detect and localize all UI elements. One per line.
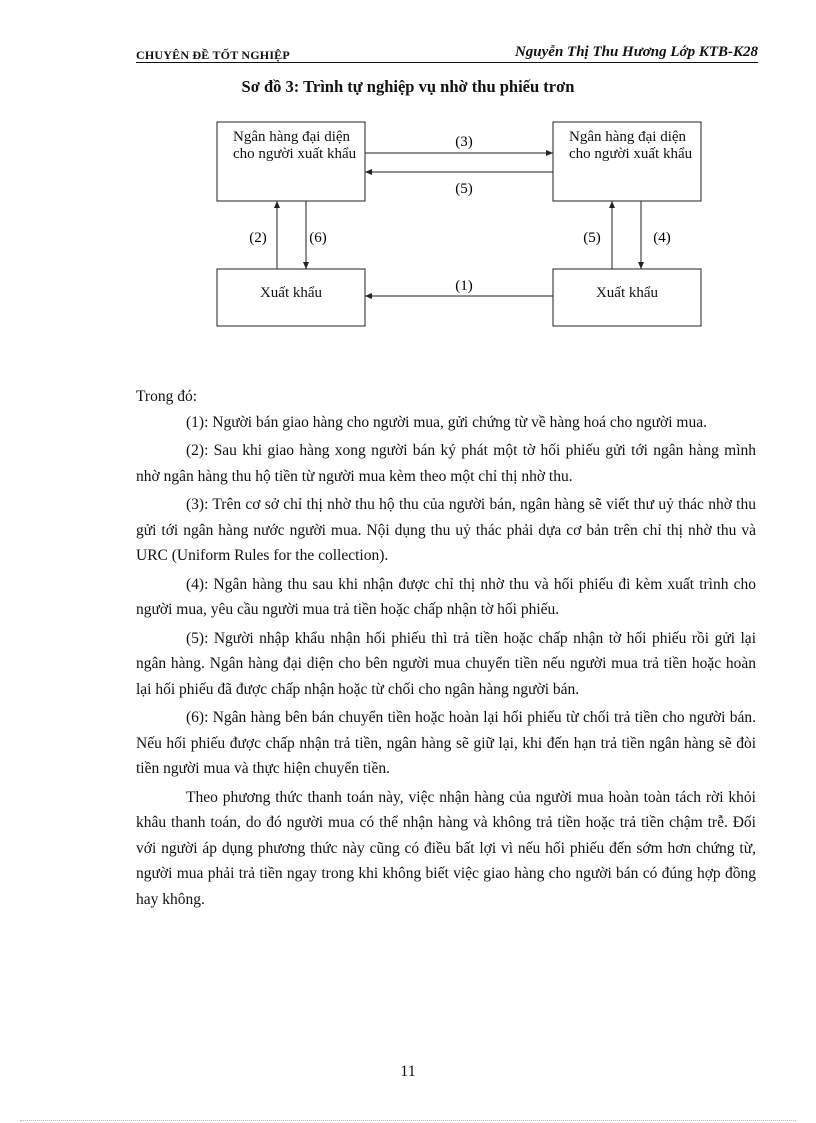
- intro-line: Trong đó:: [136, 388, 198, 405]
- conclusion-paragraph: Theo phương thức thanh toán này, việc nhận hàng của người mua hoàn toàn tách rời khỏi khâu thanh toán, do đó người mua có thể nhận hàng và không trả tiền hoặc trả tiền chậm trễ. Đối với người áp dụng phương thức này cũng có điều bất lợi vì nếu hối phiếu đến sớm hơn chứng từ, người mua phải trả tiền ngay trong khi không biết việc giao hàng cho người bán có đúng hợp đồng hay không.: [136, 788, 756, 908]
- step-1-paragraph: (1): Người bán giao hàng cho người mua, gửi chứng từ về hàng hoá cho người mua.: [186, 413, 707, 431]
- flow-diagram: [0, 0, 816, 360]
- step-2-paragraph: (2): Sau khi giao hàng xong người bán ký phát một tờ hối phiếu gửi tới ngân hàng mình nhờ ngân hàng thu hộ tiền từ người mua kèm theo một chỉ thị nhờ thu.: [136, 442, 756, 485]
- step-4-paragraph: (4): Ngân hàng thu sau khi nhận được chỉ thị nhờ thu và hối phiếu đi kèm xuất trình cho người mua, yêu cầu người mua trả tiền hoặc chấp nhận tờ hối phiếu.: [136, 575, 756, 618]
- label-1: (1): [455, 278, 473, 294]
- diagram-title: Sơ đồ 3: Trình tự nghiệp vụ nhờ thu phiếu trơn: [241, 77, 575, 96]
- box-bottom-left-label: Xuất khẩu: [259, 285, 323, 301]
- body-text: [136, 384, 756, 915]
- box-bottom-right-label: Xuất khẩu: [595, 285, 659, 301]
- footer-divider: [20, 1120, 796, 1121]
- box-top-left-label: Ngân hàng đại diện cho người xuất khẩu: [233, 129, 357, 162]
- page-number: 11: [400, 1063, 416, 1080]
- header-author: Nguyễn Thị Thu Hương Lớp KTB-K28: [514, 44, 758, 60]
- label-6: (6): [309, 230, 327, 246]
- step-3-paragraph: (3): Trên cơ sở chỉ thị nhờ thu hộ thu của người bán, ngân hàng sẽ viết thư uỷ thác nhờ thu gửi tới ngân hàng nước người mua. Nội dụng thu uỷ thác phải dựa cơ bản trên chỉ thị nhờ thu và URC (Uniform Rules for the collection).: [136, 496, 756, 564]
- label-5-top: (5): [455, 181, 473, 197]
- step-6-paragraph: (6): Ngân hàng bên bán chuyển tiền hoặc hoàn lại hối phiếu từ chối trả tiền cho người bán. Nếu hối phiếu được chấp nhận trả tiền, ngân hàng sẽ giữ lại, khi đến hạn trả tiền ngân hàng sẽ đòi tiền người mua và thực hiện chuyển tiền.: [136, 709, 756, 777]
- label-4: (4): [653, 230, 671, 246]
- label-5-right: (5): [583, 230, 601, 246]
- header-left-title: CHUYÊN ĐỀ TỐT NGHIỆP: [136, 48, 290, 62]
- label-3: (3): [455, 134, 473, 150]
- box-top-right-label: Ngân hàng đại diện cho người xuất khẩu: [569, 129, 693, 162]
- step-5-paragraph: (5): Người nhập khẩu nhận hối phiếu thì trả tiền hoặc chấp nhận tờ hối phiếu rồi gửi lại ngân hàng. Ngân hàng đại diện cho bên người mua chuyển tiền nếu người mua trả tiền hoặc hoàn lại hối phiếu đã được chấp nhận hoặc từ chối cho ngân hàng người bán.: [136, 629, 756, 698]
- label-2: (2): [249, 230, 267, 246]
